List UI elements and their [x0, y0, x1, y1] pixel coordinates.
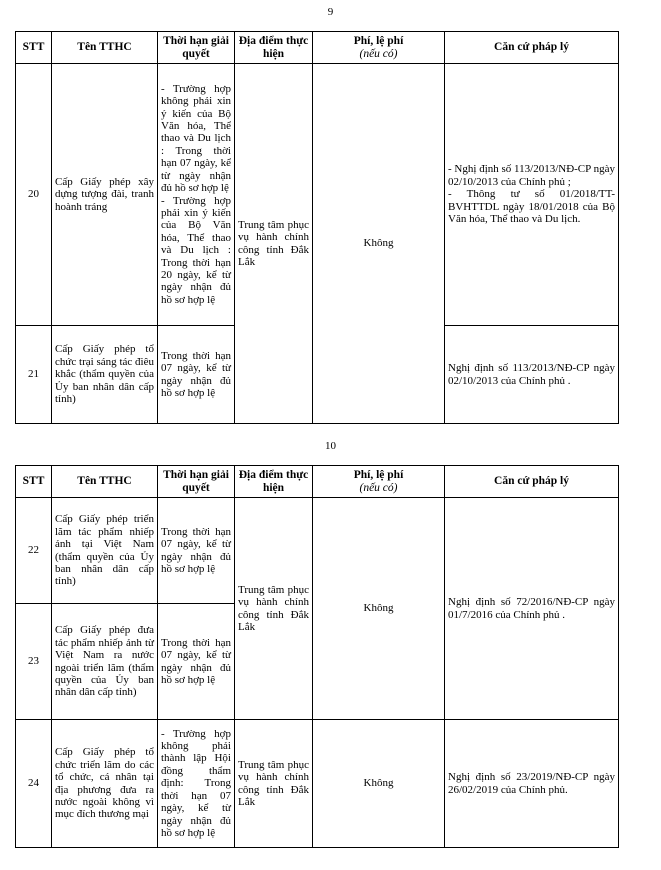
page-number: 10 [325, 440, 336, 452]
row-time-limit: Trong thời hạn 07 ngày, kể từ ngày nhận đủ hồ sơ hợp lệ [158, 498, 235, 604]
row-fee: Không [313, 720, 445, 848]
header-place: Địa điểm thực hiện [235, 466, 313, 498]
row-stt: 24 [16, 720, 52, 848]
row-legal-basis: Nghị định số 23/2019/NĐ-CP ngày 26/02/2019 của Chính phủ. [445, 720, 619, 848]
header-place: Địa điểm thực hiện [235, 32, 313, 64]
header-row [16, 466, 619, 498]
row-place: Trung tâm phục vụ hành chính công tỉnh Đắk Lắk [235, 64, 313, 424]
row-procedure-name: Cấp Giấy phép tổ chức trại sáng tác điêu khắc (thẩm quyền của Ủy ban nhân dân cấp tỉnh) [52, 326, 158, 424]
row-fee: Không [313, 498, 445, 720]
header-stt: STT [16, 466, 52, 498]
row-legal-basis: Nghị định số 72/2016/NĐ-CP ngày 01/7/2016 của Chính phủ . [445, 498, 619, 720]
row-place: Trung tâm phục vụ hành chính công tỉnh Đắk Lắk [235, 720, 313, 848]
row-legal-basis: Nghị định số 113/2013/NĐ-CP ngày 02/10/2013 của Chính phủ . [445, 326, 619, 424]
row-time-limit: - Trường hợp không phải xin ý kiến của Bộ Văn hóa, Thể thao và Du lịch : Trong thời hạn 07 ngày, kể từ ngày nhận đủ hồ sơ hợp lệ - Trường hợp phải xin ý kiến của Bộ Văn hóa, Thể thao và Du lịch : Trong thời hạn 20 ngày, kể từ ngày nhận đủ hồ sơ hợp lệ [158, 64, 235, 326]
row-stt: 20 [16, 64, 52, 326]
row-time-limit: Trong thời hạn 07 ngày, kể từ ngày nhận đủ hồ sơ hợp lệ [158, 604, 235, 720]
row-fee: Không [313, 64, 445, 424]
header-time: Thời hạn giải quyết [158, 32, 235, 64]
header-fee [313, 32, 445, 64]
header-name: Tên TTHC [52, 32, 158, 64]
table-row [16, 64, 619, 326]
row-procedure-name: Cấp Giấy phép xây dựng tượng đài, tranh hoành tráng [52, 64, 158, 326]
row-stt: 23 [16, 604, 52, 720]
row-procedure-name: Cấp Giấy phép tổ chức triển lãm do các tổ chức, cá nhân tại địa phương đưa ra nước ngoài không vì mục đích thương mại [52, 720, 158, 848]
row-stt: 22 [16, 498, 52, 604]
header-fee-note: (nếu có) [359, 481, 398, 494]
row-stt: 21 [16, 326, 52, 424]
row-time-limit: Trong thời hạn 07 ngày, kể từ ngày nhận đủ hồ sơ hợp lệ [158, 326, 235, 424]
row-procedure-name: Cấp Giấy phép triển lãm tác phẩm nhiếp ảnh tại Việt Nam (thẩm quyền của Ủy ban nhân dân cấp tỉnh) [52, 498, 158, 604]
header-name: Tên TTHC [52, 466, 158, 498]
procedure-table-page-9 [15, 31, 619, 424]
table-row [16, 498, 619, 604]
row-place: Trung tâm phục vụ hành chính công tỉnh Đắk Lắk [235, 498, 313, 720]
table-row [16, 720, 619, 848]
header-time: Thời hạn giải quyết [158, 466, 235, 498]
row-legal-basis: - Nghị định số 113/2013/NĐ-CP ngày 02/10/2013 của Chính phủ ; - Thông tư số 01/2018/TT-BVHTTDL ngày 18/01/2018 của Bộ Văn hóa, Thể thao và Du lịch. [445, 64, 619, 326]
header-fee-label: Phí, lệ phí [353, 34, 404, 47]
header-fee-label: Phí, lệ phí [353, 468, 404, 481]
header-fee [313, 466, 445, 498]
page-number: 9 [327, 6, 334, 18]
row-time-limit: - Trường hợp không phải thành lập Hội đồng thẩm định: Trong thời hạn 07 ngày, kể từ ngày nhận đủ hồ sơ hợp lệ [158, 720, 235, 848]
header-legal: Căn cứ pháp lý [445, 32, 619, 64]
row-procedure-name: Cấp Giấy phép đưa tác phẩm nhiếp ảnh từ Việt Nam ra nước ngoài triển lãm (thẩm quyền của Ủy ban nhân dân cấp tỉnh) [52, 604, 158, 720]
header-legal: Căn cứ pháp lý [445, 466, 619, 498]
header-row [16, 32, 619, 64]
header-stt: STT [16, 32, 52, 64]
header-fee-note: (nếu có) [359, 47, 398, 60]
procedure-table-page-10 [15, 465, 619, 848]
